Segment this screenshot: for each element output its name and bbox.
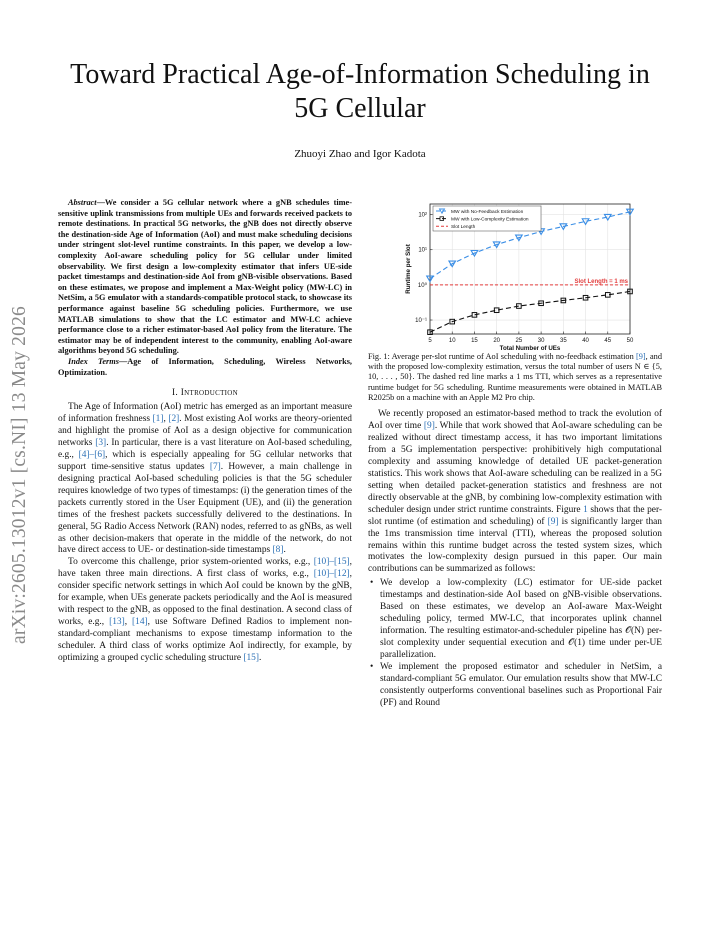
text-run: . xyxy=(259,653,262,664)
text-run: , which is especially appealing for 5G cellular networks that support time-sensitive status updates xyxy=(58,449,352,472)
paper-title: Toward Practical Age-of-Information Scheduling in 5G Cellular xyxy=(70,59,650,124)
legend-label: Slot Length xyxy=(451,225,476,230)
citation-link[interactable]: [9] xyxy=(635,352,646,361)
citation-link[interactable]: [9] xyxy=(547,516,559,527)
text-run: , xyxy=(124,617,133,628)
figure-reference-link[interactable]: 1 xyxy=(583,504,588,515)
right-paragraph-1 xyxy=(368,409,662,576)
citation-link[interactable]: [14] xyxy=(132,617,148,628)
section-number: I. xyxy=(171,388,179,399)
text-run: The Age of Information (AoI) metric has emerged as an important measure of information freshness xyxy=(58,402,352,424)
right-column xyxy=(368,196,662,710)
citation-link[interactable]: [1] xyxy=(152,414,164,424)
text-run: shows that the per-slot runtime (of estimation and scheduling) of xyxy=(368,504,662,527)
x-tick-label: 35 xyxy=(559,338,567,344)
x-tick-label: 5 xyxy=(428,338,432,344)
arxiv-identifier: arXiv:2605.13012v1 [cs.NI] 13 May 2026 xyxy=(9,306,30,644)
text-run: . However, a main challenge in designing practical AoI-based scheduling policies is that the 5G scheduler requires knowledge of two types of timestamps: (i) the generation times of the packets currently stored in the User Equipment (UE), and (ii) the generation times of the freshest packets successfully delivered to the destinations. In general, 5G Radio Access Network (RAN) nodes, referred to as gNBs, as well as other decision-makers that operate in the middle of the network, do not have direct access to UE- or destination-side timestamps xyxy=(58,461,352,556)
text-run: Average per-slot runtime of AoI scheduling with no-feedback estimation xyxy=(391,352,636,361)
citation-link[interactable]: [13] xyxy=(109,617,125,628)
citation-link[interactable]: [15] xyxy=(243,653,259,664)
text-run: , xyxy=(163,414,169,424)
abstract-label: Abstract xyxy=(68,198,97,207)
x-tick-label: 40 xyxy=(582,338,589,344)
arxiv-identifier-stamp xyxy=(8,290,32,660)
text-run: , consider specific network settings in which AoI could be known by the gNB, for example, when UEs generate packets periodically and the AoI is measured with respect to the gNB, as opposed to the final destination. A second class of works, e.g., xyxy=(58,569,352,628)
x-tick-label: 15 xyxy=(471,338,478,344)
text-run: To overcome this challenge, prior system-oriented works, e.g., xyxy=(68,557,314,568)
section-heading-introduction xyxy=(58,388,352,400)
legend-label: MW with Low-Complexity Estimation xyxy=(451,217,529,223)
index-terms-text: —Age of Information, Scheduling, Wireless Networks, Optimization. xyxy=(58,356,353,377)
y-tick-label: 10¹ xyxy=(418,247,427,254)
section-title: Introduction xyxy=(180,388,238,399)
y-axis-label: Runtime per Slot xyxy=(405,244,412,294)
author-list: Zhuoyi Zhao and Igor Kadota xyxy=(294,148,426,160)
contributions-list xyxy=(368,578,662,709)
citation-link[interactable]: [3] xyxy=(95,437,107,448)
slot-length-annotation: Slot Length = 1 ms xyxy=(574,278,628,285)
text-run: . In particular, there is a vast literature on AoI-based scheduling, e.g., xyxy=(58,437,352,460)
abstract-text: —We consider a 5G cellular network where a gNB schedules time-sensitive uplink transmissions from multiple UEs and forwards received packets to remote destinations. In practical 5G networks, the gNB does not directly observe the destination-side Age of Information (AoI) and must make scheduling decisions under stringent slot-level runtime constraints. In this paper, we develop a low-complexity AoI-aware scheduling policy for 5G cellular under limited observability. We first design a low-complexity estimator that infers UE-side packet timestamps and destination-side AoI from gNB-visible observations. Based on these estimates, we propose and implement a Max-Weight policy (MW-LC) in NetSim, a 5G emulator with a standards-compatible protocol stack, to showcase its performance against baseline 5G scheduling policies. Furthermore, we use MATLAB simulations to show that the LC estimator and MW-LC achieve performance close to a richer estimator-based AoI policy from the literature. The estimator may be of independent interest to the community, enabling AoI-aware algorithms beyond 5G scheduling. xyxy=(58,198,352,356)
text-run: , have taken three main directions. A first class of works, e.g., xyxy=(58,557,352,580)
citation-link[interactable]: [8] xyxy=(272,545,284,556)
y-tick-label: 10⁰ xyxy=(417,282,427,289)
abstract xyxy=(58,198,352,357)
contribution-item: • We develop a low-complexity (LC) estimator for UE-side packet timestamps and destination-side AoI based on gNB-visible observations. Based on these estimates, we develop an AoI-aware Max-Weight scheduling policy, termed MW-LC, that incorporates uplink channel information. The resulting estimator-and-scheduler pipeline has 𝒪(N) per-slot complexity under sequential execution and 𝒪(1) time under per-UE parallelization. xyxy=(380,578,662,662)
text-run: We recently proposed an estimator-based method to track the evolution of AoI over time xyxy=(368,409,662,431)
x-tick-label: 50 xyxy=(626,338,634,344)
text-run: . Most existing AoI works are theory-oriented and highlight the promise of AoI as a design objective for communication networks xyxy=(58,414,352,448)
x-tick-label: 45 xyxy=(604,338,612,344)
runtime-chart xyxy=(368,196,662,356)
legend-label: MW with No-Feedback Estimation xyxy=(451,209,524,215)
citation-link[interactable]: [4]–[6] xyxy=(78,449,106,460)
x-tick-label: 10 xyxy=(448,338,456,344)
intro-paragraph-1 xyxy=(58,402,352,557)
text-run: , and with the proposed low-complexity estimation, versus the total number of users N ∈ {5, 10, . . . , 50}. The dashed red line marks a 1 ms TTI, which serves as a representative runtime budget for 5G scheduling. Runtime measurements were obtained in MATLAB R2025b on a machine with an Apple M2 Pro chip. xyxy=(368,352,662,402)
index-terms xyxy=(58,357,352,378)
figure-1 xyxy=(368,196,662,352)
x-axis-label: Total Number of UEs xyxy=(499,345,561,352)
series-line-1 xyxy=(430,291,630,332)
text-run: , use Software Defined Radios to implement non-standard-compliant mechanisms to expose timestamp information to the scheduler. A third class of works optimize AoI indirectly, for example, by optimizing a grouped cyclic scheduling structure xyxy=(58,617,352,664)
citation-link[interactable]: [9] xyxy=(423,420,435,431)
y-tick-label: 10² xyxy=(418,212,427,219)
figure-1-caption xyxy=(368,352,662,403)
citation-link[interactable]: [10]–[12] xyxy=(313,569,350,580)
text-run: . xyxy=(283,545,286,556)
x-tick-label: 25 xyxy=(515,338,523,344)
text-run: is significantly larger than the 1ms transmission time interval (TTI), whereas the proposed solution remains within this runtime budget across the tested system sizes, which motivates the low-complexity design pursued in this paper. Our main contributions can be summarized as follows: xyxy=(368,516,662,575)
citation-link[interactable]: [7] xyxy=(209,461,221,472)
index-terms-label: Index Terms xyxy=(68,356,119,366)
x-tick-label: 30 xyxy=(537,338,545,344)
intro-paragraph-2 xyxy=(58,557,352,665)
caption-label: Fig. 1: xyxy=(368,352,392,361)
citation-link[interactable]: [2] xyxy=(168,414,180,424)
x-tick-label: 20 xyxy=(493,338,501,344)
citation-link[interactable]: [10]–[15] xyxy=(313,557,350,568)
left-column xyxy=(58,198,352,665)
contribution-item: • We implement the proposed estimator and scheduler in NetSim, a standard-compliant 5G emulator. Our emulation results show that MW-LC consistently outperforms conventional baselines such as Proportional Fair (PF) and Round xyxy=(380,662,662,710)
y-tick-label: 10⁻¹ xyxy=(415,318,427,325)
text-run: . While that work showed that AoI-aware scheduling can be realized without direct timestamp access, it has two important limitations from a 5G implementation perspective: prohibitively high computational complexity and assuming knowledge of detailed UE packet-generation statistics. This work shows that AoI-aware scheduling can be realized in a 5G setting when detailed packet-generation statistics and freshness are not directly observable at the gNB, by combining low-complexity estimation with scheduler design under strict runtime constraints. Figure xyxy=(368,420,662,515)
